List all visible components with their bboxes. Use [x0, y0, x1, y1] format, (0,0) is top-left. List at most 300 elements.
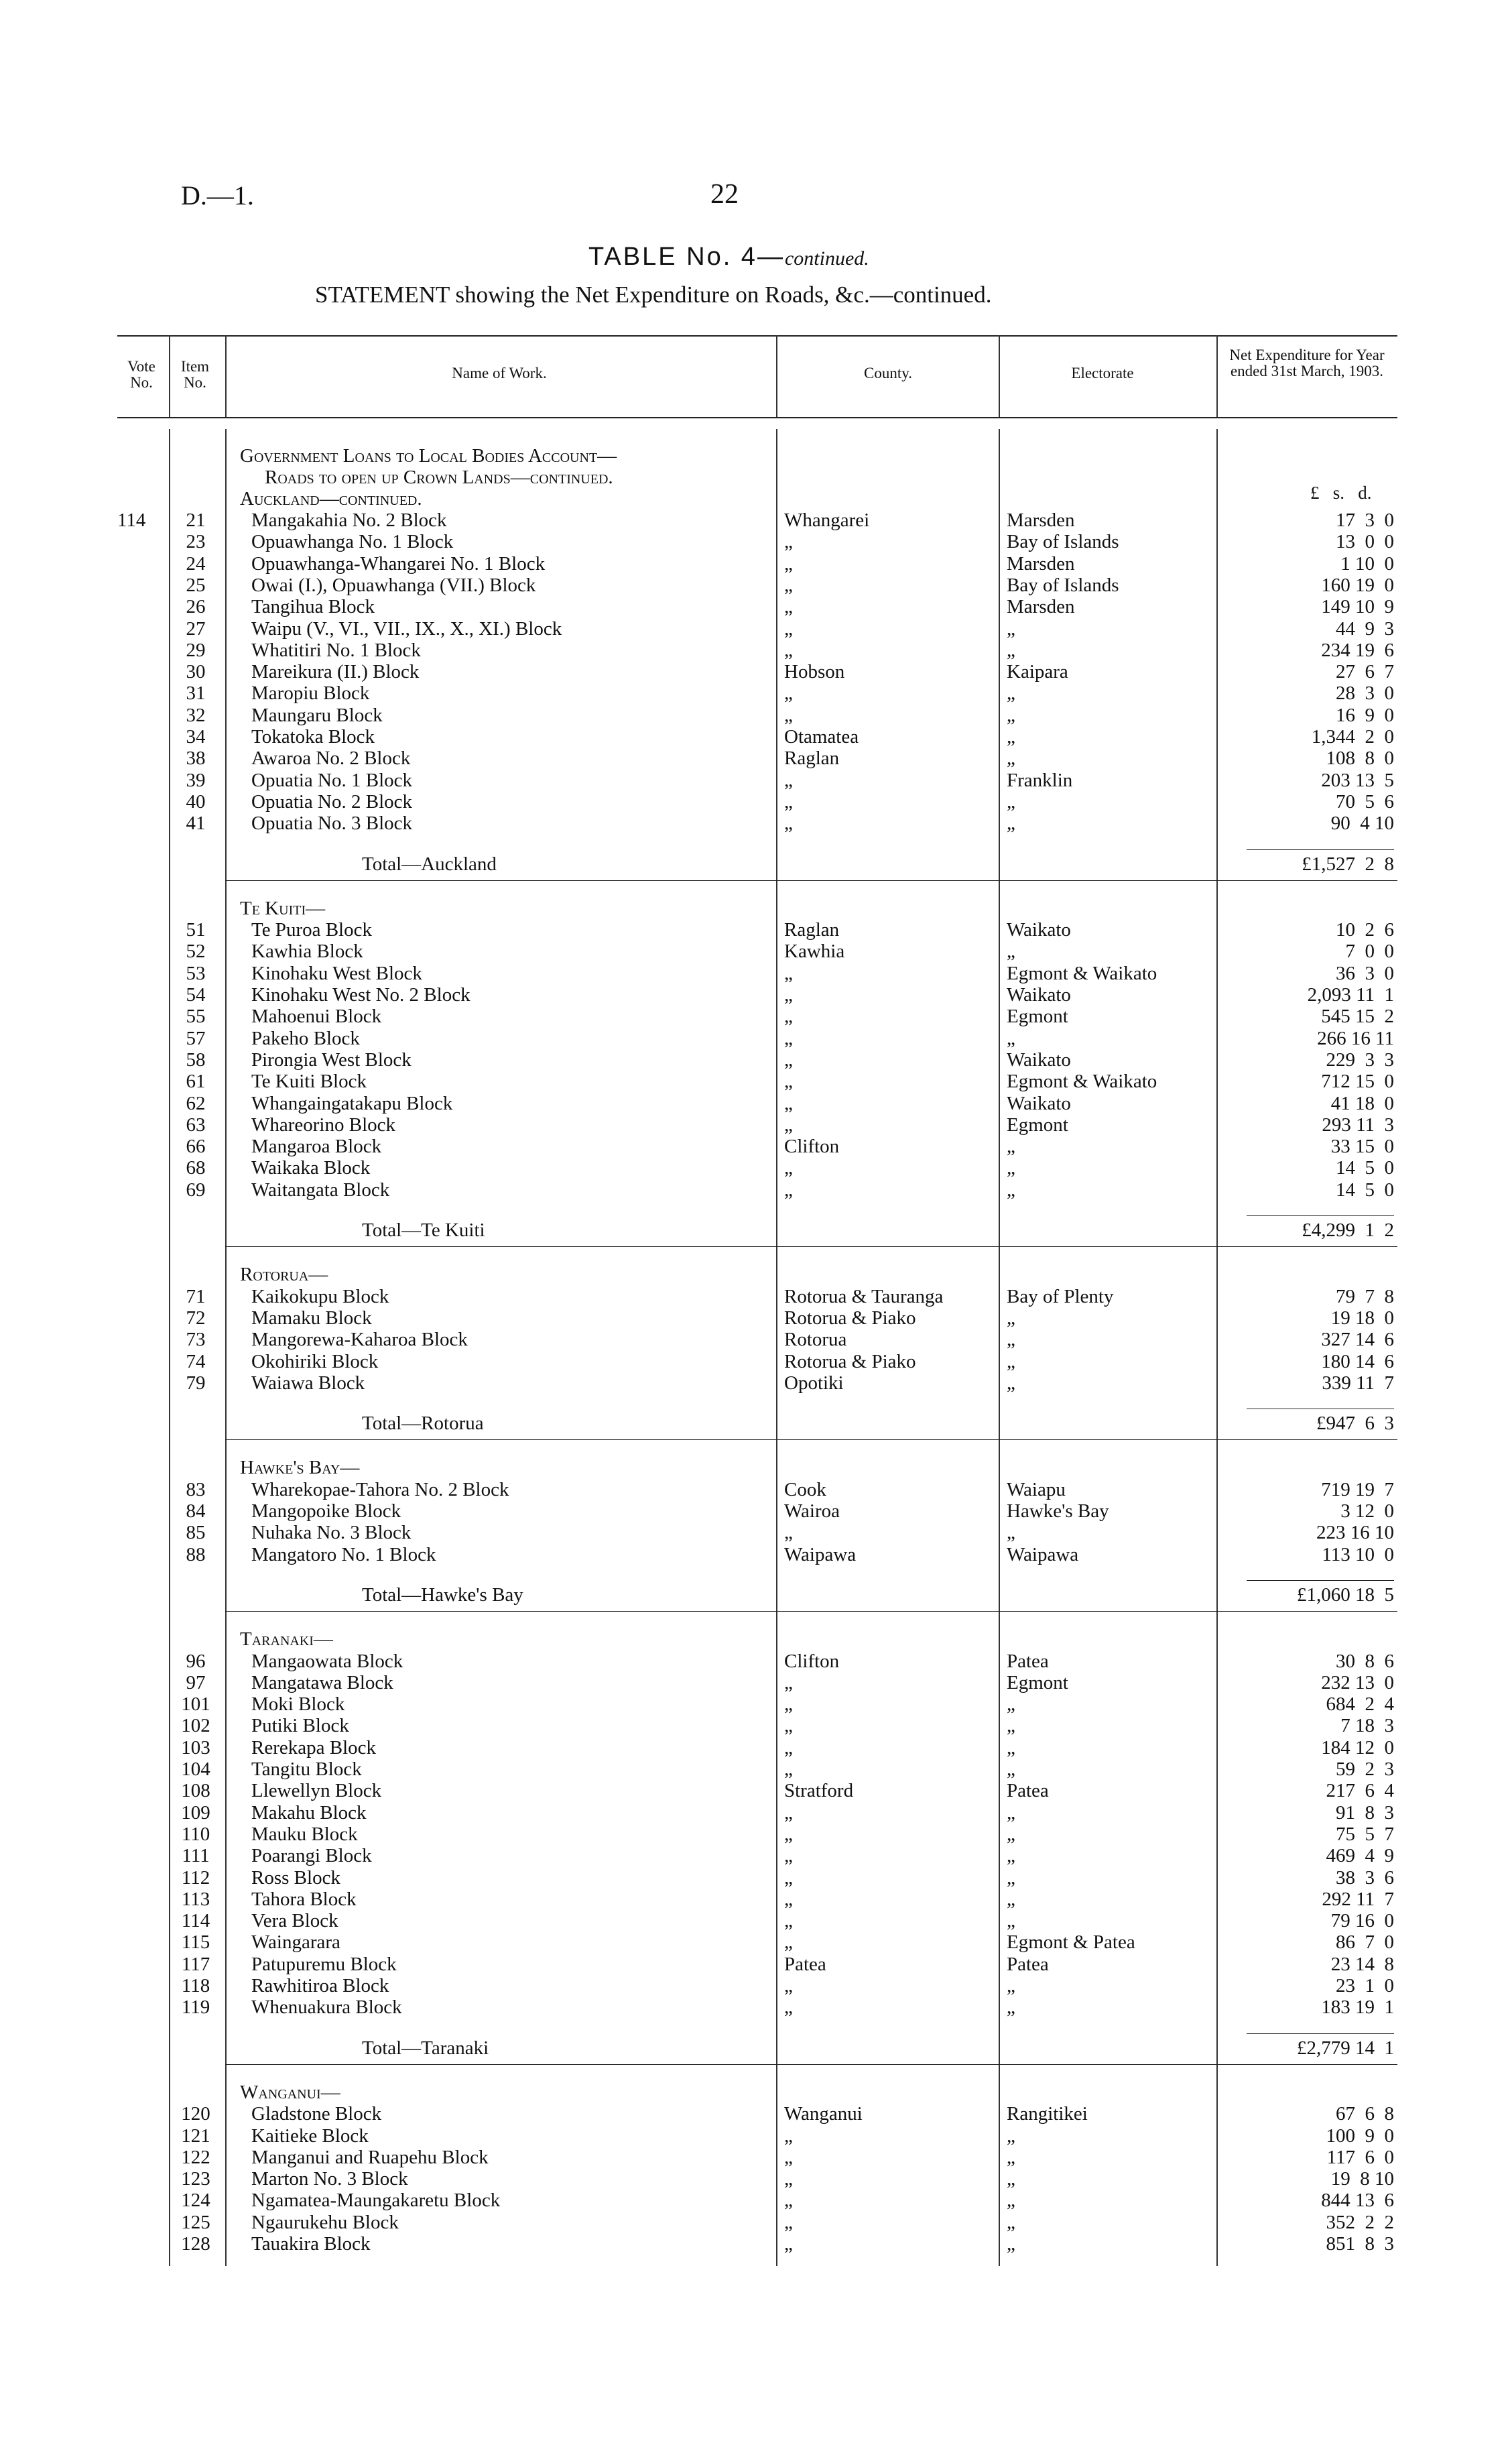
- item-number: 104: [181, 1758, 210, 1780]
- table-header-rule: [117, 417, 1397, 418]
- item-number: 123: [181, 2168, 210, 2190]
- item-number: 117: [181, 1953, 210, 1975]
- electorate: „: [1007, 1372, 1015, 1394]
- work-name: Waiawa Block: [251, 1372, 365, 1394]
- electorate: „: [1007, 1975, 1015, 1996]
- net-expenditure: 10 2 6: [1336, 919, 1394, 941]
- electorate: „: [1007, 790, 1015, 813]
- item-number: 79: [186, 1372, 206, 1394]
- county: „: [784, 1114, 793, 1136]
- work-name: Rerekapa Block: [251, 1736, 377, 1758]
- net-expenditure: 203 13 5: [1321, 769, 1394, 791]
- county: Stratford: [784, 1780, 854, 1802]
- table-row: [0, 1071, 1512, 1092]
- table-row: [0, 1307, 1512, 1329]
- net-expenditure: 14 5 0: [1336, 1179, 1394, 1201]
- county: „: [784, 1910, 793, 1932]
- work-name: Mareikura (II.) Block: [251, 661, 420, 683]
- table-row: [0, 1672, 1512, 1693]
- table-row: [0, 1544, 1512, 1565]
- net-expenditure: 545 15 2: [1321, 1006, 1394, 1028]
- work-name: Mangatawa Block: [251, 1671, 393, 1693]
- net-expenditure: 469 4 9: [1326, 1845, 1394, 1867]
- section-label: Hawke's Bay—: [240, 1457, 360, 1479]
- section-total-label: Total—Rotorua: [362, 1413, 484, 1435]
- electorate: „: [1007, 617, 1015, 640]
- work-name: Te Puroa Block: [251, 919, 372, 941]
- column-header-electorate: Electorate: [1071, 365, 1134, 381]
- table-title: [588, 243, 869, 272]
- work-name: Kinohaku West No. 2 Block: [251, 984, 470, 1006]
- work-name: Kaitieke Block: [251, 2125, 369, 2147]
- item-number: 125: [181, 2211, 210, 2233]
- table-row: [0, 1867, 1512, 1889]
- net-expenditure: 67 6 8: [1336, 2103, 1394, 2125]
- work-name: Whatitiri No. 1 Block: [251, 639, 421, 661]
- work-name: Mangaowata Block: [251, 1650, 403, 1672]
- net-expenditure: 28 3 0: [1336, 682, 1394, 705]
- county: Kawhia: [784, 941, 845, 963]
- table-row: [0, 1693, 1512, 1715]
- county: „: [784, 1801, 793, 1824]
- county: Hobson: [784, 661, 845, 683]
- section-total-label: Total—Taranaki: [362, 2037, 489, 2059]
- electorate: „: [1007, 1329, 1015, 1351]
- net-expenditure: 292 11 7: [1322, 1888, 1394, 1910]
- table-row: [0, 748, 1512, 769]
- table-row: [0, 1780, 1512, 1801]
- work-name: Mangopoike Block: [251, 1500, 401, 1522]
- county: „: [784, 1693, 793, 1716]
- item-number: 66: [186, 1136, 206, 1158]
- net-expenditure: 16 9 0: [1336, 704, 1394, 726]
- work-name: Tahora Block: [251, 1888, 357, 1910]
- section-rule: [225, 1246, 1397, 1247]
- net-expenditure: 38 3 6: [1336, 1866, 1394, 1889]
- net-expenditure: 17 3 0: [1336, 510, 1394, 531]
- work-name: Okohiriki Block: [251, 1350, 379, 1372]
- county: „: [784, 1715, 793, 1737]
- net-expenditure: 844 13 6: [1321, 2190, 1394, 2212]
- subtotal-rule: [1247, 2033, 1394, 2034]
- net-expenditure: 7 0 0: [1345, 941, 1394, 963]
- table-row: [0, 1996, 1512, 2018]
- net-expenditure: 108 8 0: [1326, 748, 1394, 770]
- electorate: „: [1007, 2125, 1015, 2147]
- table-row: [0, 1975, 1512, 1996]
- subtotal-rule: [1247, 1580, 1394, 1581]
- item-number: 21: [186, 510, 206, 531]
- table-row: [0, 1114, 1512, 1136]
- table-row: [0, 813, 1512, 834]
- electorate: Waiapu: [1007, 1478, 1066, 1500]
- electorate: „: [1007, 1736, 1015, 1758]
- work-name: Maropiu Block: [251, 682, 370, 705]
- table-row: [0, 618, 1512, 640]
- electorate: „: [1007, 1157, 1015, 1179]
- section-rule: [225, 1439, 1397, 1440]
- table-row: [0, 682, 1512, 704]
- item-number: 114: [181, 1910, 210, 1932]
- electorate: Franklin: [1007, 769, 1073, 791]
- table-row: [0, 640, 1512, 661]
- electorate: „: [1007, 682, 1015, 705]
- table-row: [0, 1910, 1512, 1931]
- table-row: [0, 984, 1512, 1006]
- table-row: [0, 791, 1512, 813]
- county: „: [784, 1888, 793, 1910]
- table-top-rule: [117, 335, 1397, 337]
- net-expenditure: 44 9 3: [1336, 617, 1394, 640]
- item-number: 115: [181, 1931, 210, 1954]
- subtotal-rule: [1247, 849, 1394, 850]
- county: „: [784, 1179, 793, 1201]
- item-number: 61: [186, 1071, 206, 1093]
- electorate: Patea: [1007, 1780, 1049, 1802]
- electorate: Waikato: [1007, 1049, 1071, 1071]
- work-name: Kawhia Block: [251, 941, 363, 963]
- county: „: [784, 1823, 793, 1845]
- electorate: Bay of Islands: [1007, 531, 1119, 553]
- column-header-item: Item No.: [180, 358, 210, 391]
- net-expenditure: 79 7 8: [1336, 1285, 1394, 1307]
- electorate: „: [1007, 1866, 1015, 1889]
- net-expenditure: 23 14 8: [1330, 1953, 1394, 1975]
- county: „: [784, 596, 793, 618]
- table-row: [0, 1179, 1512, 1201]
- work-name: Opuawhanga-Whangarei No. 1 Block: [251, 552, 546, 575]
- electorate: „: [1007, 1179, 1015, 1201]
- column-rule-electorate: [1216, 335, 1218, 417]
- county: „: [784, 2168, 793, 2190]
- vote-number: 114: [117, 510, 146, 531]
- table-row: [0, 941, 1512, 962]
- work-name: Waikaka Block: [251, 1157, 371, 1179]
- table-row: [0, 2125, 1512, 2147]
- work-name: Opuawhanga No. 1 Block: [251, 531, 454, 553]
- item-number: 118: [181, 1975, 210, 1996]
- item-number: 110: [181, 1823, 210, 1845]
- county: Rotorua: [784, 1329, 847, 1351]
- net-expenditure: 100 9 0: [1326, 2125, 1394, 2147]
- work-name: Makahu Block: [251, 1801, 367, 1824]
- county: „: [784, 1027, 793, 1049]
- work-name: Gladstone Block: [251, 2103, 382, 2125]
- item-number: 88: [186, 1543, 206, 1565]
- item-number: 24: [186, 552, 206, 575]
- work-name: Rawhitiroa Block: [251, 1975, 389, 1996]
- work-name: Marton No. 3 Block: [251, 2168, 408, 2190]
- net-expenditure: 113 10 0: [1322, 1543, 1394, 1565]
- item-number: 112: [181, 1866, 210, 1889]
- net-expenditure: 293 11 3: [1322, 1114, 1394, 1136]
- county: „: [784, 639, 793, 661]
- item-number: 51: [186, 919, 206, 941]
- table-row: [0, 2233, 1512, 2255]
- item-number: 23: [186, 531, 206, 553]
- net-expenditure: 117 6 0: [1326, 2146, 1394, 2168]
- work-name: Waitangata Block: [251, 1179, 390, 1201]
- section-total-label: Total—Te Kuiti: [362, 1219, 485, 1241]
- county: „: [784, 962, 793, 984]
- county: „: [784, 769, 793, 791]
- column-rule-item: [225, 335, 227, 417]
- subtotal-rule: [1247, 1215, 1394, 1216]
- net-expenditure: 19 18 0: [1330, 1307, 1394, 1329]
- column-header-county: County.: [864, 365, 912, 381]
- county: „: [784, 2125, 793, 2147]
- electorate: Marsden: [1007, 596, 1075, 618]
- work-name: Manganui and Ruapehu Block: [251, 2146, 489, 2168]
- net-expenditure: 90 4 10: [1330, 813, 1394, 835]
- work-name: Llewellyn Block: [251, 1780, 382, 1802]
- net-expenditure: 149 10 9: [1321, 596, 1394, 618]
- county: Rotorua & Piako: [784, 1307, 916, 1329]
- work-name: Mangaroa Block: [251, 1136, 382, 1158]
- table-row: [0, 1479, 1512, 1500]
- item-number: 102: [181, 1715, 210, 1737]
- item-number: 108: [181, 1780, 210, 1802]
- work-name: Tangihua Block: [251, 596, 375, 618]
- work-name: Whenuakura Block: [251, 1996, 402, 2019]
- work-name: Awaroa No. 2 Block: [251, 748, 411, 770]
- county: Opotiki: [784, 1372, 844, 1394]
- electorate: „: [1007, 1910, 1015, 1932]
- net-expenditure: 712 15 0: [1321, 1071, 1394, 1093]
- work-name: Wharekopae-Tahora No. 2 Block: [251, 1478, 509, 1500]
- net-expenditure: 352 2 2: [1326, 2211, 1394, 2233]
- electorate: „: [1007, 2146, 1015, 2168]
- county: Cook: [784, 1478, 826, 1500]
- table-row: [0, 2103, 1512, 2125]
- item-number: 121: [181, 2125, 210, 2147]
- work-name: Kinohaku West Block: [251, 962, 422, 984]
- electorate: „: [1007, 1823, 1015, 1845]
- item-number: 120: [181, 2103, 210, 2125]
- column-rule-name: [776, 335, 777, 417]
- column-rule-vote: [169, 335, 170, 417]
- section-label: Taranaki—: [240, 1628, 333, 1651]
- item-number: 128: [181, 2233, 210, 2255]
- electorate: „: [1007, 1888, 1015, 1910]
- account-heading: Government Loans to Local Bodies Account—: [240, 445, 617, 467]
- table-row: [0, 1737, 1512, 1758]
- section-total-amount: £2,779 14 1: [1297, 2037, 1394, 2059]
- table-row: [0, 1157, 1512, 1179]
- electorate: „: [1007, 1307, 1015, 1329]
- net-expenditure: 232 13 0: [1321, 1671, 1394, 1693]
- work-name: Mahoenui Block: [251, 1006, 382, 1028]
- work-name: Kaikokupu Block: [251, 1285, 389, 1307]
- work-name: Nuhaka No. 3 Block: [251, 1522, 412, 1544]
- county: „: [784, 1845, 793, 1867]
- electorate: „: [1007, 1522, 1015, 1544]
- county: Clifton: [784, 1650, 840, 1672]
- item-number: 34: [186, 726, 206, 748]
- electorate: Egmont: [1007, 1671, 1068, 1693]
- work-name: Moki Block: [251, 1693, 345, 1716]
- county: „: [784, 1071, 793, 1093]
- section-label: Rotorua—: [240, 1264, 328, 1286]
- electorate: „: [1007, 1693, 1015, 1716]
- section-total-amount: £4,299 1 2: [1302, 1219, 1394, 1241]
- table-row: [0, 1522, 1512, 1543]
- item-number: 85: [186, 1522, 206, 1544]
- section-total-amount: £1,527 2 8: [1302, 853, 1394, 875]
- net-expenditure: 33 15 0: [1330, 1136, 1394, 1158]
- electorate: „: [1007, 748, 1015, 770]
- item-number: 30: [186, 661, 206, 683]
- county: „: [784, 1736, 793, 1758]
- column-header-name: Name of Work.: [452, 365, 547, 381]
- electorate: Waikato: [1007, 984, 1071, 1006]
- table-row: [0, 661, 1512, 682]
- page-number: 22: [710, 179, 739, 210]
- net-expenditure: 70 5 6: [1336, 790, 1394, 813]
- work-name: Te Kuiti Block: [251, 1071, 367, 1093]
- net-expenditure: 229 3 3: [1326, 1049, 1394, 1071]
- electorate: Waikato: [1007, 919, 1071, 941]
- currency-header: £ s. d.: [1310, 483, 1372, 503]
- section-label: Wanganui—: [240, 2081, 340, 2103]
- item-number: 25: [186, 574, 206, 596]
- section-rule: [225, 1611, 1397, 1612]
- section-total-amount: £947 6 3: [1316, 1413, 1394, 1435]
- county: Patea: [784, 1953, 826, 1975]
- electorate: „: [1007, 726, 1015, 748]
- county: „: [784, 1996, 793, 2019]
- work-name: Ngamatea-Maungakaretu Block: [251, 2190, 501, 2212]
- item-number: 57: [186, 1027, 206, 1049]
- item-number: 27: [186, 617, 206, 640]
- county: „: [784, 1092, 793, 1114]
- county: „: [784, 790, 793, 813]
- county: „: [784, 552, 793, 575]
- table-row: [0, 1824, 1512, 1845]
- item-number: 73: [186, 1329, 206, 1351]
- electorate: „: [1007, 1350, 1015, 1372]
- county: „: [784, 1866, 793, 1889]
- item-number: 38: [186, 748, 206, 770]
- work-name: Owai (I.), Opuawhanga (VII.) Block: [251, 574, 536, 596]
- work-name: Opuatia No. 1 Block: [251, 769, 413, 791]
- net-expenditure: 13 0 0: [1336, 531, 1394, 553]
- item-number: 58: [186, 1049, 206, 1071]
- work-name: Pakeho Block: [251, 1027, 360, 1049]
- electorate: „: [1007, 1715, 1015, 1737]
- net-expenditure: 14 5 0: [1336, 1157, 1394, 1179]
- work-name: Tauakira Block: [251, 2233, 371, 2255]
- item-number: 31: [186, 682, 206, 705]
- county: „: [784, 1049, 793, 1071]
- county: Clifton: [784, 1136, 840, 1158]
- item-number: 101: [181, 1693, 210, 1716]
- table-row: [0, 1651, 1512, 1672]
- county: Waipawa: [784, 1543, 857, 1565]
- county: Otamatea: [784, 726, 859, 748]
- net-expenditure: 223 16 10: [1316, 1522, 1394, 1544]
- table-row: [0, 553, 1512, 575]
- net-expenditure: 36 3 0: [1336, 962, 1394, 984]
- work-name: Tangitu Block: [251, 1758, 362, 1780]
- electorate: „: [1007, 2233, 1015, 2255]
- item-number: 111: [182, 1845, 210, 1867]
- work-name: Putiki Block: [251, 1715, 349, 1737]
- net-expenditure: 3 12 0: [1340, 1500, 1394, 1522]
- work-name: Mangatoro No. 1 Block: [251, 1543, 436, 1565]
- table-row: [0, 1758, 1512, 1780]
- item-number: 84: [186, 1500, 206, 1522]
- document-reference: D.—1.: [181, 180, 254, 211]
- electorate: Patea: [1007, 1650, 1049, 1672]
- table-row: [0, 705, 1512, 726]
- work-name: Mamaku Block: [251, 1307, 372, 1329]
- electorate: „: [1007, 1801, 1015, 1824]
- electorate: „: [1007, 2190, 1015, 2212]
- table-title-continued: continued.: [784, 247, 869, 270]
- county: „: [784, 704, 793, 726]
- work-name: Whareorino Block: [251, 1114, 396, 1136]
- net-expenditure: 27 6 7: [1336, 661, 1394, 683]
- table-row: [0, 1006, 1512, 1027]
- section-total-amount: £1,060 18 5: [1297, 1584, 1394, 1606]
- item-number: 124: [181, 2190, 210, 2212]
- county: „: [784, 574, 793, 596]
- electorate: Rangitikei: [1007, 2103, 1088, 2125]
- county: „: [784, 984, 793, 1006]
- column-header-net-expenditure: Net Expenditure for Year ended 31st March, 1903.: [1229, 347, 1385, 379]
- county: „: [784, 2146, 793, 2168]
- net-expenditure: 79 16 0: [1330, 1910, 1394, 1932]
- electorate: Egmont & Waikato: [1007, 962, 1157, 984]
- electorate: Bay of Islands: [1007, 574, 1119, 596]
- table-row: [0, 575, 1512, 596]
- net-expenditure: 30 8 6: [1336, 1650, 1394, 1672]
- table-row: [0, 1954, 1512, 1975]
- table-row: [0, 1500, 1512, 1522]
- net-expenditure: 23 1 0: [1336, 1975, 1394, 1996]
- electorate: Marsden: [1007, 510, 1075, 531]
- net-expenditure: 75 5 7: [1336, 1823, 1394, 1845]
- item-number: 103: [181, 1736, 210, 1758]
- county: „: [784, 813, 793, 835]
- work-name: Maungaru Block: [251, 704, 383, 726]
- item-number: 62: [186, 1092, 206, 1114]
- electorate: „: [1007, 2211, 1015, 2233]
- net-expenditure: 91 8 3: [1336, 1801, 1394, 1824]
- electorate: Egmont: [1007, 1114, 1068, 1136]
- electorate: Waikato: [1007, 1092, 1071, 1114]
- table-row: [0, 1931, 1512, 1953]
- statement-heading: STATEMENT showing the Net Expenditure on Roads, &c.—continued.: [315, 282, 992, 308]
- work-name: Pirongia West Block: [251, 1049, 412, 1071]
- work-name: Tokatoka Block: [251, 726, 375, 748]
- item-number: 26: [186, 596, 206, 618]
- net-expenditure: 719 19 7: [1321, 1478, 1394, 1500]
- electorate: „: [1007, 1845, 1015, 1867]
- table-row: [0, 531, 1512, 552]
- work-name: Mangakahia No. 2 Block: [251, 510, 447, 531]
- item-number: 74: [186, 1350, 206, 1372]
- net-expenditure: 7 18 3: [1340, 1715, 1394, 1737]
- work-name: Opuatia No. 2 Block: [251, 790, 413, 813]
- electorate: Bay of Plenty: [1007, 1285, 1114, 1307]
- work-name: Whangaingatakapu Block: [251, 1092, 453, 1114]
- table-row: [0, 1372, 1512, 1394]
- item-number: 32: [186, 704, 206, 726]
- item-number: 52: [186, 941, 206, 963]
- net-expenditure: 183 19 1: [1321, 1996, 1394, 2019]
